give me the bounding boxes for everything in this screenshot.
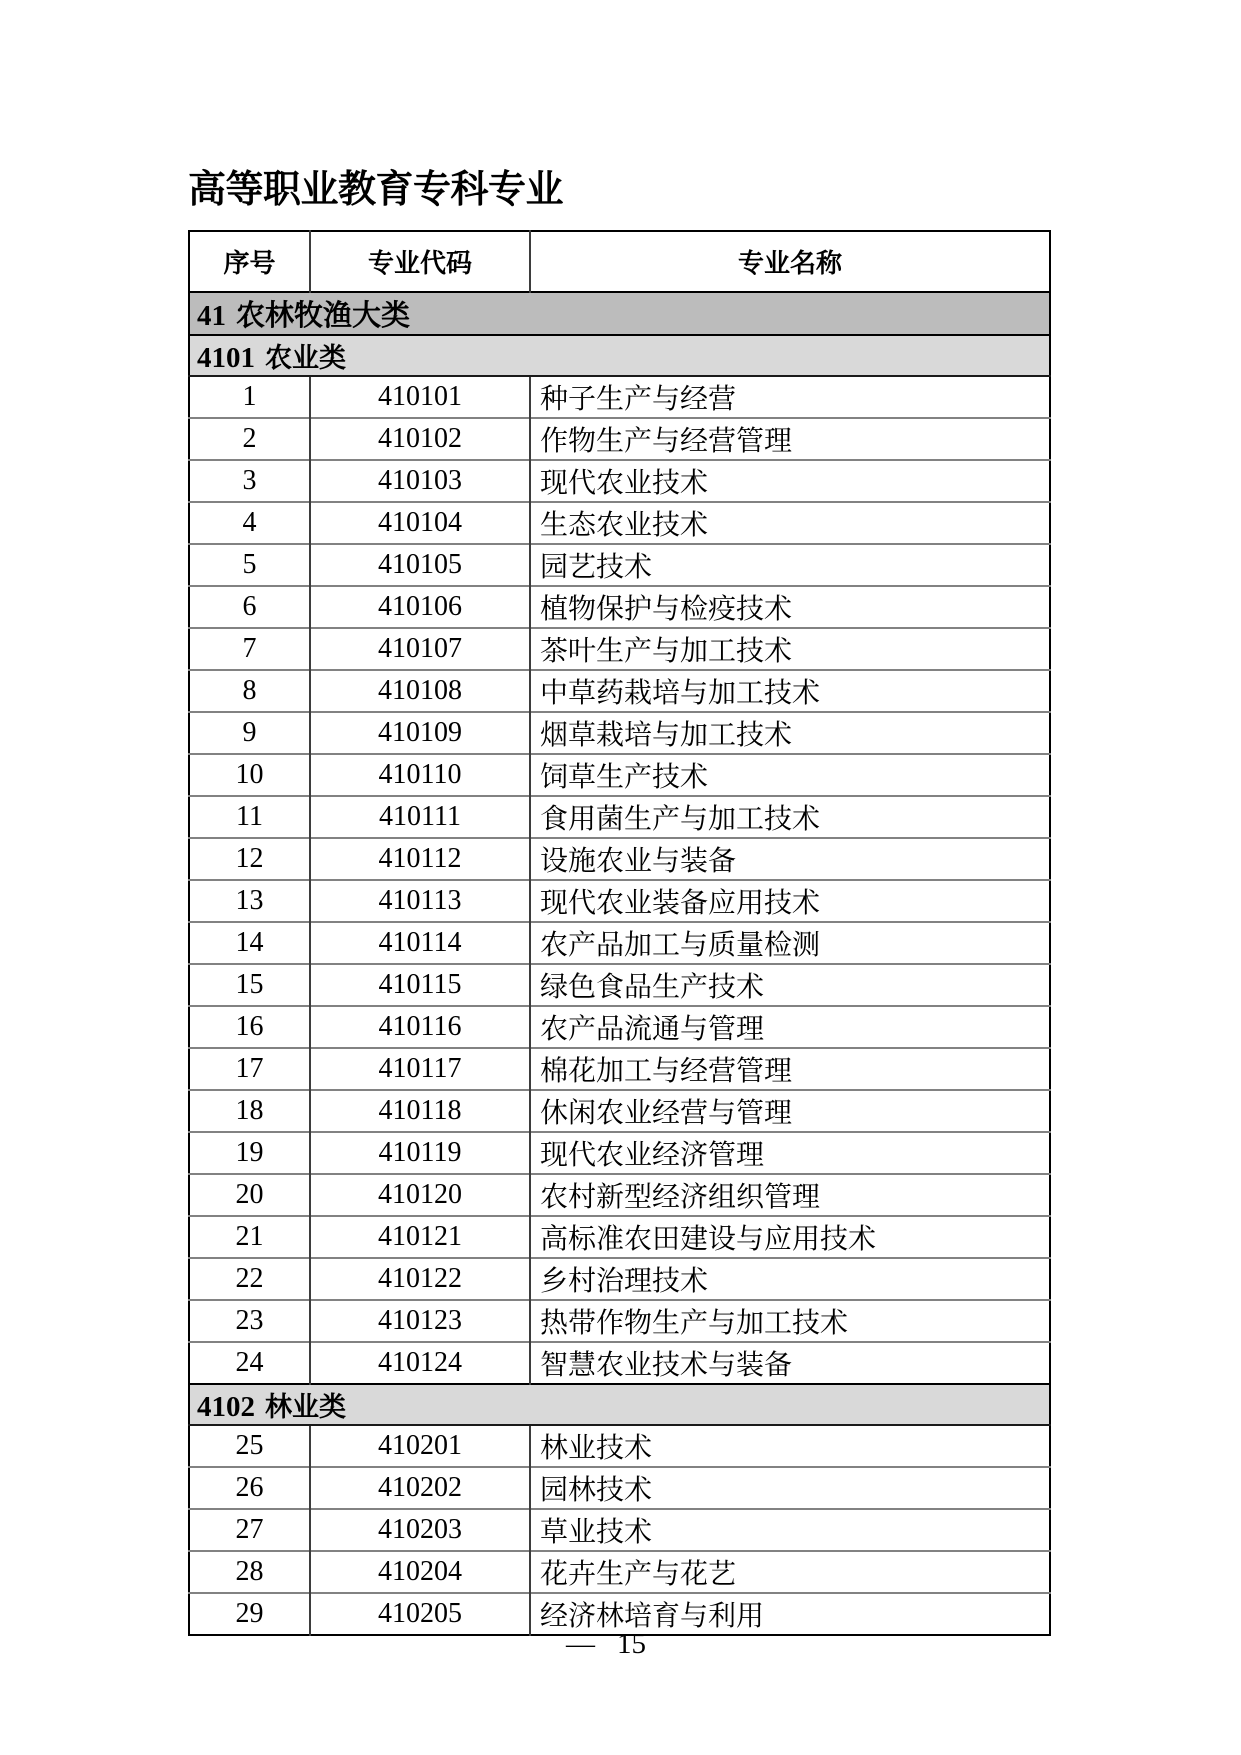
major-code-cell: 410122 xyxy=(310,1258,530,1300)
major-name-cell: 棉花加工与经营管理 xyxy=(530,1048,1050,1090)
major-row xyxy=(189,1216,1050,1258)
subcategory-code: 4102 xyxy=(197,1391,255,1423)
major-row xyxy=(189,1467,1050,1509)
major-seq-cell: 13 xyxy=(189,880,310,922)
page-title: 高等职业教育专科专业 xyxy=(188,169,564,211)
major-seq-cell: 11 xyxy=(189,796,310,838)
major-code-cell: 410106 xyxy=(310,586,530,628)
major-seq-cell: 23 xyxy=(189,1300,310,1342)
major-code-cell: 410109 xyxy=(310,712,530,754)
major-code-cell: 410102 xyxy=(310,418,530,460)
major-code-cell: 410119 xyxy=(310,1132,530,1174)
major-code-cell: 410110 xyxy=(310,754,530,796)
major-seq-cell: 20 xyxy=(189,1174,310,1216)
major-row xyxy=(189,1425,1050,1467)
col-header-seq: 序号 xyxy=(189,231,310,292)
major-name-cell: 饲草生产技术 xyxy=(530,754,1050,796)
major-row xyxy=(189,418,1050,460)
majors-table-body xyxy=(189,292,1050,1635)
major-row xyxy=(189,1342,1050,1384)
major-seq-cell: 28 xyxy=(189,1551,310,1593)
majors-table xyxy=(188,230,1051,1636)
major-seq-cell: 6 xyxy=(189,586,310,628)
category-row xyxy=(189,292,1050,335)
major-code-cell: 410117 xyxy=(310,1048,530,1090)
major-row xyxy=(189,628,1050,670)
major-name-cell: 作物生产与经营管理 xyxy=(530,418,1050,460)
major-row xyxy=(189,754,1050,796)
major-seq-cell: 15 xyxy=(189,964,310,1006)
major-row xyxy=(189,670,1050,712)
major-name-cell: 休闲农业经营与管理 xyxy=(530,1090,1050,1132)
major-seq-cell: 22 xyxy=(189,1258,310,1300)
major-seq-cell: 4 xyxy=(189,502,310,544)
category-cell xyxy=(189,292,1050,335)
footer-dash: — xyxy=(566,1628,595,1660)
major-name-cell: 烟草栽培与加工技术 xyxy=(530,712,1050,754)
major-seq-cell: 5 xyxy=(189,544,310,586)
major-name-cell: 种子生产与经营 xyxy=(530,376,1050,418)
major-code-cell: 410201 xyxy=(310,1425,530,1467)
major-row xyxy=(189,796,1050,838)
subcategory-name: 农业类 xyxy=(265,343,346,373)
major-name-cell: 高标准农田建设与应用技术 xyxy=(530,1216,1050,1258)
major-row xyxy=(189,1509,1050,1551)
major-code-cell: 410123 xyxy=(310,1300,530,1342)
subcategory-cell xyxy=(189,1384,1050,1425)
col-header-code: 专业代码 xyxy=(310,231,530,292)
major-code-cell: 410107 xyxy=(310,628,530,670)
major-name-cell: 农产品加工与质量检测 xyxy=(530,922,1050,964)
major-name-cell: 花卉生产与花艺 xyxy=(530,1551,1050,1593)
major-row xyxy=(189,1006,1050,1048)
major-code-cell: 410114 xyxy=(310,922,530,964)
major-seq-cell: 3 xyxy=(189,460,310,502)
major-code-cell: 410116 xyxy=(310,1006,530,1048)
major-row xyxy=(189,838,1050,880)
major-row xyxy=(189,1132,1050,1174)
major-name-cell: 现代农业装备应用技术 xyxy=(530,880,1050,922)
table-header-row xyxy=(189,231,1050,292)
subcategory-cell xyxy=(189,335,1050,376)
major-name-cell: 热带作物生产与加工技术 xyxy=(530,1300,1050,1342)
major-code-cell: 410120 xyxy=(310,1174,530,1216)
category-code: 41 xyxy=(197,300,226,332)
major-seq-cell: 26 xyxy=(189,1467,310,1509)
major-code-cell: 410101 xyxy=(310,376,530,418)
major-name-cell: 农村新型经济组织管理 xyxy=(530,1174,1050,1216)
major-seq-cell: 8 xyxy=(189,670,310,712)
subcategory-row xyxy=(189,1384,1050,1425)
subcategory-code: 4101 xyxy=(197,342,255,374)
major-seq-cell: 2 xyxy=(189,418,310,460)
major-code-cell: 410115 xyxy=(310,964,530,1006)
major-code-cell: 410105 xyxy=(310,544,530,586)
major-seq-cell: 9 xyxy=(189,712,310,754)
major-name-cell: 林业技术 xyxy=(530,1425,1050,1467)
major-name-cell: 乡村治理技术 xyxy=(530,1258,1050,1300)
major-name-cell: 农产品流通与管理 xyxy=(530,1006,1050,1048)
major-row xyxy=(189,544,1050,586)
major-code-cell: 410108 xyxy=(310,670,530,712)
major-row xyxy=(189,1551,1050,1593)
major-code-cell: 410111 xyxy=(310,796,530,838)
major-seq-cell: 18 xyxy=(189,1090,310,1132)
major-seq-cell: 24 xyxy=(189,1342,310,1384)
major-name-cell: 茶叶生产与加工技术 xyxy=(530,628,1050,670)
major-seq-cell: 10 xyxy=(189,754,310,796)
major-code-cell: 410113 xyxy=(310,880,530,922)
major-row xyxy=(189,880,1050,922)
major-name-cell: 设施农业与装备 xyxy=(530,838,1050,880)
major-row xyxy=(189,1300,1050,1342)
major-name-cell: 园林技术 xyxy=(530,1467,1050,1509)
major-name-cell: 智慧农业技术与装备 xyxy=(530,1342,1050,1384)
major-seq-cell: 1 xyxy=(189,376,310,418)
major-seq-cell: 19 xyxy=(189,1132,310,1174)
major-row xyxy=(189,460,1050,502)
major-name-cell: 园艺技术 xyxy=(530,544,1050,586)
major-code-cell: 410104 xyxy=(310,502,530,544)
major-name-cell: 生态农业技术 xyxy=(530,502,1050,544)
major-row xyxy=(189,922,1050,964)
major-name-cell: 食用菌生产与加工技术 xyxy=(530,796,1050,838)
major-row xyxy=(189,1258,1050,1300)
major-seq-cell: 12 xyxy=(189,838,310,880)
major-code-cell: 410202 xyxy=(310,1467,530,1509)
major-seq-cell: 21 xyxy=(189,1216,310,1258)
major-code-cell: 410121 xyxy=(310,1216,530,1258)
major-row xyxy=(189,376,1050,418)
major-row xyxy=(189,1174,1050,1216)
subcategory-row xyxy=(189,335,1050,376)
major-code-cell: 410103 xyxy=(310,460,530,502)
major-name-cell: 植物保护与检疫技术 xyxy=(530,586,1050,628)
major-code-cell: 410204 xyxy=(310,1551,530,1593)
major-code-cell: 410124 xyxy=(310,1342,530,1384)
major-seq-cell: 17 xyxy=(189,1048,310,1090)
major-name-cell: 草业技术 xyxy=(530,1509,1050,1551)
major-row xyxy=(189,964,1050,1006)
major-name-cell: 现代农业经济管理 xyxy=(530,1132,1050,1174)
major-code-cell: 410205 xyxy=(310,1593,530,1635)
major-name-cell: 经济林培育与利用 xyxy=(530,1593,1050,1635)
major-seq-cell: 29 xyxy=(189,1593,310,1635)
major-row xyxy=(189,1048,1050,1090)
major-code-cell: 410112 xyxy=(310,838,530,880)
major-seq-cell: 14 xyxy=(189,922,310,964)
major-seq-cell: 7 xyxy=(189,628,310,670)
major-seq-cell: 27 xyxy=(189,1509,310,1551)
major-name-cell: 现代农业技术 xyxy=(530,460,1050,502)
category-name: 农林牧渔大类 xyxy=(236,300,411,332)
major-row xyxy=(189,1090,1050,1132)
major-code-cell: 410203 xyxy=(310,1509,530,1551)
major-row xyxy=(189,502,1050,544)
col-header-name: 专业名称 xyxy=(530,231,1050,292)
subcategory-name: 林业类 xyxy=(265,1392,346,1422)
major-seq-cell: 25 xyxy=(189,1425,310,1467)
major-seq-cell: 16 xyxy=(189,1006,310,1048)
major-row xyxy=(189,586,1050,628)
major-name-cell: 绿色食品生产技术 xyxy=(530,964,1050,1006)
major-name-cell: 中草药栽培与加工技术 xyxy=(530,670,1050,712)
page-footer xyxy=(0,1628,1212,1661)
footer-page-number: 15 xyxy=(617,1628,646,1660)
major-code-cell: 410118 xyxy=(310,1090,530,1132)
major-row xyxy=(189,712,1050,754)
